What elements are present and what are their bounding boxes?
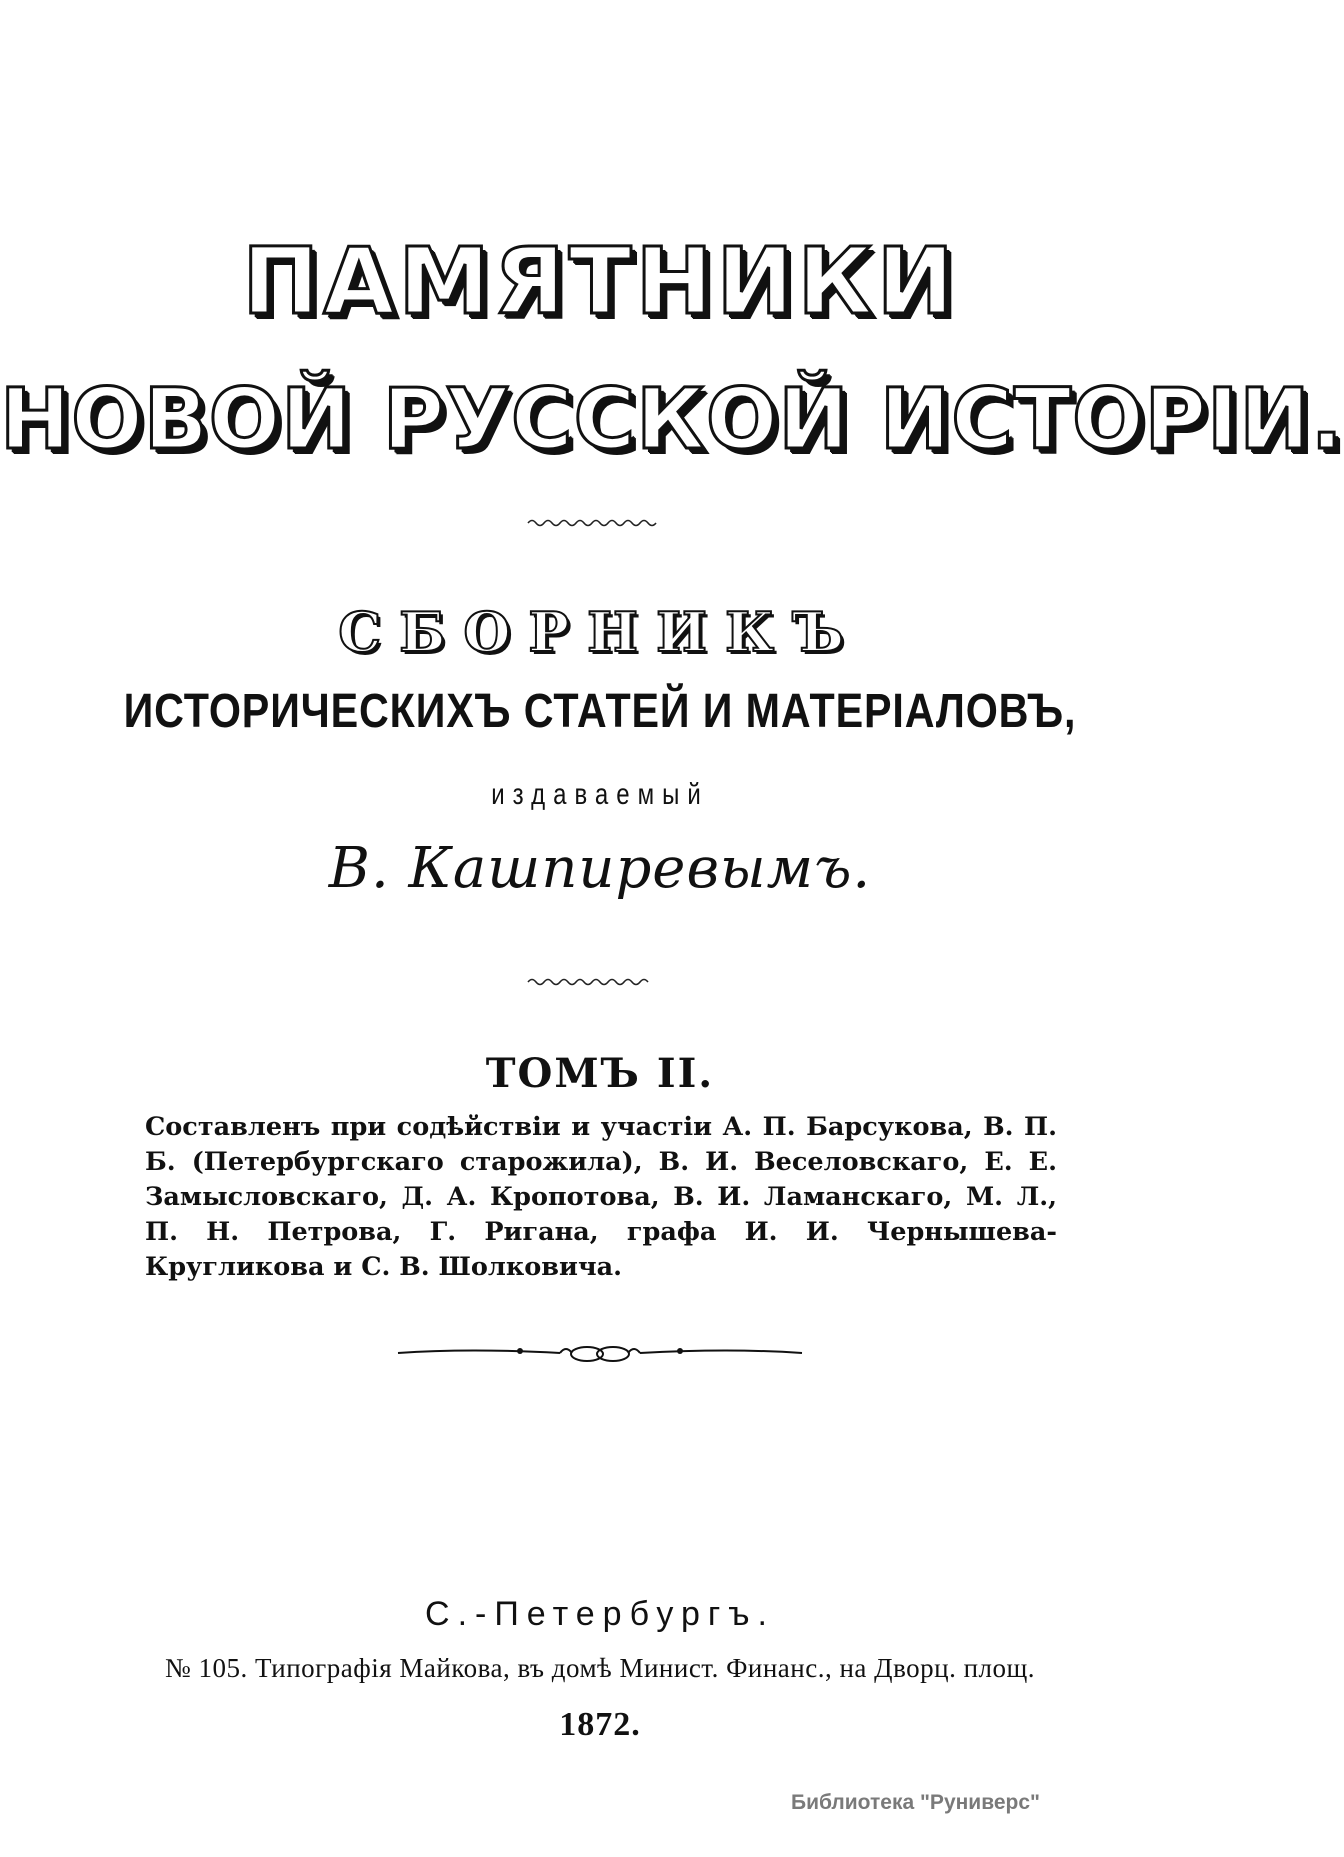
published-by-label: издаваемый bbox=[491, 778, 709, 811]
imprint-year: 1872. bbox=[559, 1706, 641, 1743]
title-line-1: ПАМЯТНИКИ bbox=[242, 228, 958, 335]
library-watermark: Библиотека "Руниверс" bbox=[790, 1791, 1040, 1814]
title-line-2: НОВОЙ РУССКОЙ ИСТОРІИ. bbox=[0, 370, 1344, 468]
volume-number: ТОМЪ II. bbox=[485, 1050, 715, 1097]
wavy-rule-middle bbox=[0, 974, 1200, 990]
imprint-city: С.-Петербургъ. bbox=[425, 1595, 775, 1633]
contributors-paragraph: Составленъ при содѣйствіи и участіи А. П. Барсукова, В. П. Б. (Петербургскаго старожила), В. И. Веселовскаго, Е. Е. Замысловскаго, Д. А. Кропотова, В. И. Ламанскаго, М. Л., П. Н. Петрова, Г. Ригана, графа И. И. Чернышева-Кругликова и С. В. Шолковича. bbox=[145, 1112, 1057, 1282]
collection-title: СБОРНИКЪ bbox=[338, 600, 862, 664]
ornament-divider bbox=[0, 1338, 1200, 1368]
collection-description: ИСТОРИЧЕСКИХЪ СТАТЕЙ И МАТЕРІАЛОВЪ, bbox=[123, 685, 1077, 738]
imprint-printer: № 105. Типографія Майкова, въ домѣ Минист. Финанс., на Дворц. площ. bbox=[164, 1653, 1036, 1683]
wavy-rule-top bbox=[0, 515, 1200, 531]
editor-name: В. Кашпиревымъ. bbox=[328, 836, 872, 901]
